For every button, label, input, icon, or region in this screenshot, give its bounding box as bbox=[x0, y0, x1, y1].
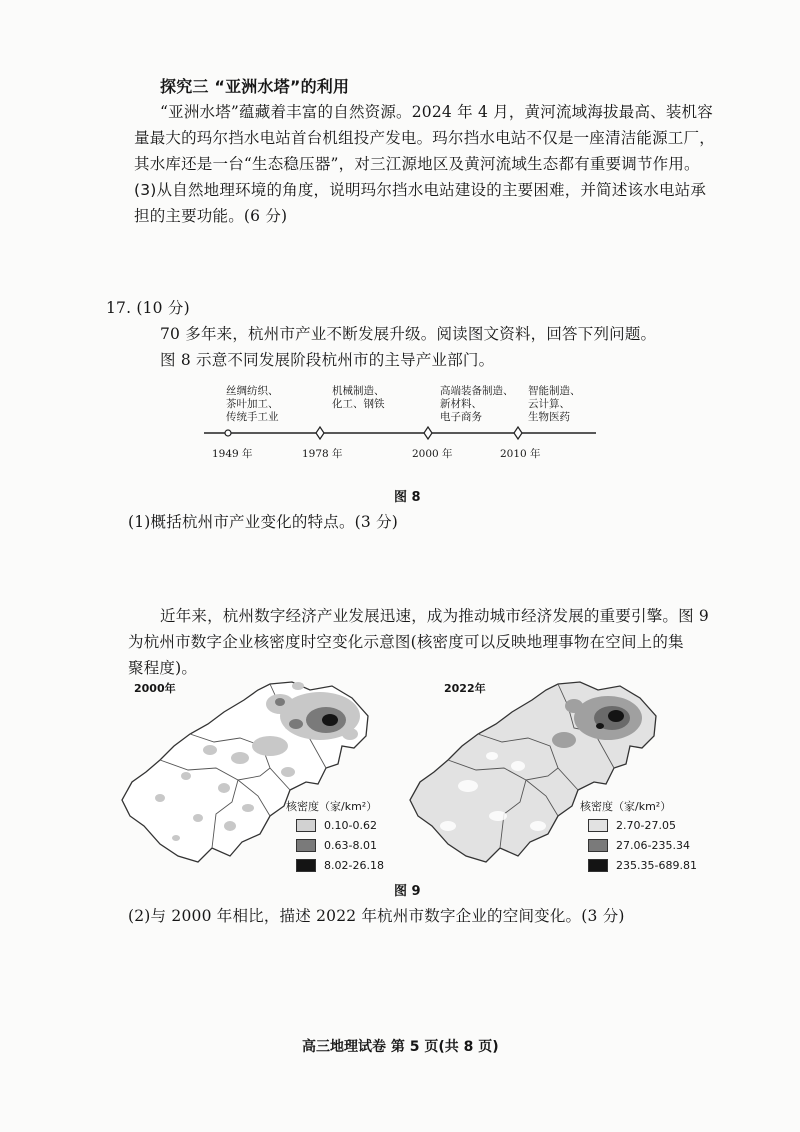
map-2000-legend-mid: 0.63-8.01 bbox=[296, 839, 377, 852]
map-2022-legend-light: 2.70-27.05 bbox=[588, 819, 676, 832]
question-17-2: (2)与 2000 年相比，描述 2022 年杭州市数字企业的空间变化。(3 分) bbox=[128, 907, 625, 925]
timeline-stage-2-label: 机械制造、 化工、钢铁 bbox=[332, 385, 385, 410]
map-2022-legend-title: 核密度（家/km²） bbox=[580, 800, 672, 813]
legend-swatch-light bbox=[588, 819, 608, 832]
map-2000-legend-title: 核密度（家/km²） bbox=[286, 800, 378, 813]
section3-para-line-1: “亚洲水塔”蕴藏着丰富的自然资源。2024 年 4 月，黄河流域海拔最高、装机容 bbox=[160, 103, 713, 121]
timeline-stage-1-label: 丝绸纺织、 茶叶加工、 传统手工业 bbox=[226, 385, 279, 423]
timeline-stage-3-label: 高端装备制造、 新材料、 电子商务 bbox=[440, 385, 514, 423]
legend-swatch-mid bbox=[588, 839, 608, 852]
question-17-header: 17. (10 分) bbox=[106, 299, 190, 317]
legend-swatch-dark bbox=[296, 859, 316, 872]
timeline-year-2010: 2010 年 bbox=[500, 448, 541, 460]
q17-para2-line-1: 近年来，杭州数字经济产业发展迅速，成为推动城市经济发展的重要引擎。图 9 bbox=[160, 607, 709, 625]
timeline-year-1978: 1978 年 bbox=[302, 448, 343, 460]
map-2022-year: 2022年 bbox=[444, 682, 486, 695]
figure-8-caption: 图 8 bbox=[394, 490, 421, 505]
map-2000-legend-dark: 8.02-26.18 bbox=[296, 859, 384, 872]
section3-heading: 探究三 “亚洲水塔”的利用 bbox=[160, 77, 350, 96]
section3-para-line-3: 其水库还是一台“生态稳压器”，对三江源地区及黄河流域生态都有重要调节作用。 bbox=[134, 155, 700, 173]
legend-swatch-mid bbox=[296, 839, 316, 852]
q17-para2-line-3: 聚程度)。 bbox=[128, 659, 198, 677]
legend-swatch-light bbox=[296, 819, 316, 832]
map-2022-legend-mid: 27.06-235.34 bbox=[588, 839, 690, 852]
timeline-stage-4-label: 智能制造、 云计算、 生物医药 bbox=[528, 385, 581, 423]
q17-intro-line-2: 图 8 示意不同发展阶段杭州市的主导产业部门。 bbox=[160, 351, 495, 369]
legend-swatch-dark bbox=[588, 859, 608, 872]
question-3-line-1: (3)从自然地理环境的角度，说明玛尔挡水电站建设的主要困难，并简述该水电站承 bbox=[134, 181, 707, 199]
page-footer: 高三地理试卷 第 5 页(共 8 页) bbox=[302, 1039, 499, 1055]
question-17-1: (1)概括杭州市产业变化的特点。(3 分) bbox=[128, 513, 399, 531]
q17-para2-line-2: 为杭州市数字企业核密度时空变化示意图(核密度可以反映地理事物在空间上的集 bbox=[128, 633, 684, 651]
figure-9-caption: 图 9 bbox=[394, 884, 421, 899]
map-2000-year: 2000年 bbox=[134, 682, 176, 695]
timeline-year-2000: 2000 年 bbox=[412, 448, 453, 460]
map-2022-legend-dark: 235.35-689.81 bbox=[588, 859, 697, 872]
map-2000-legend-light: 0.10-0.62 bbox=[296, 819, 377, 832]
timeline-year-1949: 1949 年 bbox=[212, 448, 253, 460]
q17-intro-line-1: 70 多年来，杭州市产业不断发展升级。阅读图文资料，回答下列问题。 bbox=[160, 325, 657, 343]
question-3-line-2: 担的主要功能。(6 分) bbox=[134, 207, 288, 225]
section3-para-line-2: 量最大的玛尔挡水电站首台机组投产发电。玛尔挡水电站不仅是一座清洁能源工厂， bbox=[134, 129, 715, 147]
